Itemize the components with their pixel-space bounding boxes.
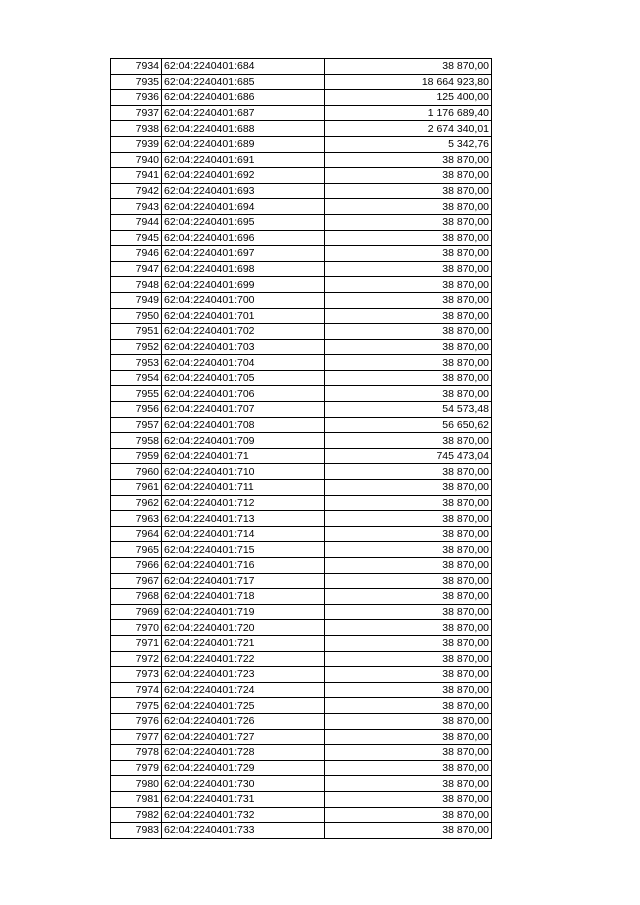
table-row: [111, 480, 492, 496]
row-number-cell: 7974: [111, 682, 162, 698]
row-number-cell: 7981: [111, 791, 162, 807]
table-row: [111, 511, 492, 527]
cadastral-value-cell: 38 870,00: [325, 589, 492, 605]
table-row: [111, 776, 492, 792]
row-number-cell: 7943: [111, 199, 162, 215]
cadastral-value-cell: 38 870,00: [325, 199, 492, 215]
row-number-cell: 7947: [111, 261, 162, 277]
row-number-cell: 7948: [111, 277, 162, 293]
row-number-cell: 7951: [111, 324, 162, 340]
cadastral-number-cell: 62:04:2240401:718: [162, 589, 325, 605]
cadastral-value-cell: 38 870,00: [325, 558, 492, 574]
cadastral-number-cell: 62:04:2240401:696: [162, 230, 325, 246]
cadastral-number-cell: 62:04:2240401:711: [162, 480, 325, 496]
cadastral-value-cell: 38 870,00: [325, 292, 492, 308]
cadastral-number-cell: 62:04:2240401:694: [162, 199, 325, 215]
cadastral-number-cell: 62:04:2240401:725: [162, 698, 325, 714]
table-row: [111, 589, 492, 605]
table-row: [111, 308, 492, 324]
row-number-cell: 7957: [111, 417, 162, 433]
table-row: [111, 620, 492, 636]
cadastral-number-cell: 62:04:2240401:689: [162, 136, 325, 152]
cadastral-number-cell: 62:04:2240401:688: [162, 121, 325, 137]
cadastral-value-cell: 125 400,00: [325, 90, 492, 106]
table-row: [111, 168, 492, 184]
cadastral-value-cell: 38 870,00: [325, 183, 492, 199]
row-number-cell: 7955: [111, 386, 162, 402]
cadastral-number-cell: 62:04:2240401:723: [162, 667, 325, 683]
row-number-cell: 7954: [111, 370, 162, 386]
cadastral-value-cell: 38 870,00: [325, 464, 492, 480]
table-row: [111, 682, 492, 698]
table-row: [111, 542, 492, 558]
cadastral-number-cell: 62:04:2240401:697: [162, 246, 325, 262]
cadastral-number-cell: 62:04:2240401:710: [162, 464, 325, 480]
row-number-cell: 7966: [111, 558, 162, 574]
cadastral-value-cell: 38 870,00: [325, 791, 492, 807]
row-number-cell: 7939: [111, 136, 162, 152]
row-number-cell: 7982: [111, 807, 162, 823]
row-number-cell: 7941: [111, 168, 162, 184]
table-row: [111, 635, 492, 651]
row-number-cell: 7962: [111, 495, 162, 511]
cadastral-number-cell: 62:04:2240401:691: [162, 152, 325, 168]
table-row: [111, 324, 492, 340]
cadastral-number-cell: 62:04:2240401:728: [162, 745, 325, 761]
cadastral-value-cell: 38 870,00: [325, 339, 492, 355]
table-row: [111, 464, 492, 480]
cadastral-number-cell: 62:04:2240401:729: [162, 760, 325, 776]
row-number-cell: 7973: [111, 667, 162, 683]
table-row: [111, 698, 492, 714]
cadastral-number-cell: 62:04:2240401:701: [162, 308, 325, 324]
row-number-cell: 7980: [111, 776, 162, 792]
cadastral-value-cell: 38 870,00: [325, 433, 492, 449]
table-row: [111, 90, 492, 106]
cadastral-number-cell: 62:04:2240401:717: [162, 573, 325, 589]
cadastral-value-cell: 38 870,00: [325, 604, 492, 620]
table-row: [111, 745, 492, 761]
table-row: [111, 651, 492, 667]
cadastral-number-cell: 62:04:2240401:699: [162, 277, 325, 293]
cadastral-value-cell: 38 870,00: [325, 542, 492, 558]
table-row: [111, 292, 492, 308]
cadastral-number-cell: 62:04:2240401:714: [162, 526, 325, 542]
table-row: [111, 355, 492, 371]
row-number-cell: 7979: [111, 760, 162, 776]
table-row: [111, 105, 492, 121]
row-number-cell: 7946: [111, 246, 162, 262]
cadastral-value-cell: 38 870,00: [325, 246, 492, 262]
row-number-cell: 7959: [111, 448, 162, 464]
cadastral-number-cell: 62:04:2240401:706: [162, 386, 325, 402]
table-row: [111, 59, 492, 75]
cadastral-value-cell: 38 870,00: [325, 152, 492, 168]
cadastral-number-cell: 62:04:2240401:685: [162, 74, 325, 90]
row-number-cell: 7972: [111, 651, 162, 667]
row-number-cell: 7945: [111, 230, 162, 246]
cadastral-value-cell: 38 870,00: [325, 776, 492, 792]
row-number-cell: 7936: [111, 90, 162, 106]
table-row: [111, 199, 492, 215]
cadastral-number-cell: 62:04:2240401:713: [162, 511, 325, 527]
table-row: [111, 667, 492, 683]
cadastral-value-cell: 38 870,00: [325, 760, 492, 776]
table-row: [111, 448, 492, 464]
row-number-cell: 7935: [111, 74, 162, 90]
table-row: [111, 183, 492, 199]
table-row: [111, 152, 492, 168]
cadastral-number-cell: 62:04:2240401:707: [162, 402, 325, 418]
cadastral-number-cell: 62:04:2240401:731: [162, 791, 325, 807]
cadastral-value-cell: 38 870,00: [325, 526, 492, 542]
cadastral-value-cell: 38 870,00: [325, 324, 492, 340]
cadastral-number-cell: 62:04:2240401:684: [162, 59, 325, 75]
cadastral-value-cell: 38 870,00: [325, 635, 492, 651]
cadastral-value-cell: 38 870,00: [325, 230, 492, 246]
cadastral-value-cell: 38 870,00: [325, 355, 492, 371]
cadastral-value-cell: 38 870,00: [325, 495, 492, 511]
cadastral-value-cell: 38 870,00: [325, 807, 492, 823]
cadastral-value-cell: 1 176 689,40: [325, 105, 492, 121]
row-number-cell: 7978: [111, 745, 162, 761]
row-number-cell: 7956: [111, 402, 162, 418]
row-number-cell: 7965: [111, 542, 162, 558]
cadastral-number-cell: 62:04:2240401:709: [162, 433, 325, 449]
cadastral-value-cell: 38 870,00: [325, 370, 492, 386]
row-number-cell: 7942: [111, 183, 162, 199]
cadastral-number-cell: 62:04:2240401:692: [162, 168, 325, 184]
row-number-cell: 7958: [111, 433, 162, 449]
cadastral-value-cell: 38 870,00: [325, 667, 492, 683]
table-row: [111, 558, 492, 574]
table-row: [111, 760, 492, 776]
row-number-cell: 7960: [111, 464, 162, 480]
table-row: [111, 246, 492, 262]
table-row: [111, 136, 492, 152]
table-row: [111, 823, 492, 839]
row-number-cell: 7944: [111, 214, 162, 230]
cadastral-number-cell: 62:04:2240401:700: [162, 292, 325, 308]
row-number-cell: 7969: [111, 604, 162, 620]
cadastral-value-cell: 38 870,00: [325, 480, 492, 496]
cadastral-number-cell: 62:04:2240401:719: [162, 604, 325, 620]
table-row: [111, 121, 492, 137]
row-number-cell: 7975: [111, 698, 162, 714]
cadastral-number-cell: 62:04:2240401:724: [162, 682, 325, 698]
row-number-cell: 7976: [111, 713, 162, 729]
cadastral-number-cell: 62:04:2240401:703: [162, 339, 325, 355]
cadastral-number-cell: 62:04:2240401:704: [162, 355, 325, 371]
table-row: [111, 402, 492, 418]
cadastral-number-cell: 62:04:2240401:708: [162, 417, 325, 433]
row-number-cell: 7953: [111, 355, 162, 371]
cadastral-number-cell: 62:04:2240401:686: [162, 90, 325, 106]
cadastral-number-cell: 62:04:2240401:733: [162, 823, 325, 839]
row-number-cell: 7970: [111, 620, 162, 636]
cadastral-number-cell: 62:04:2240401:726: [162, 713, 325, 729]
cadastral-value-cell: 56 650,62: [325, 417, 492, 433]
table-row: [111, 729, 492, 745]
cadastral-value-cell: 38 870,00: [325, 745, 492, 761]
row-number-cell: 7961: [111, 480, 162, 496]
cadastral-value-cell: 38 870,00: [325, 573, 492, 589]
row-number-cell: 7968: [111, 589, 162, 605]
cadastral-number-cell: 62:04:2240401:71: [162, 448, 325, 464]
cadastral-value-cell: 38 870,00: [325, 214, 492, 230]
row-number-cell: 7977: [111, 729, 162, 745]
cadastral-number-cell: 62:04:2240401:687: [162, 105, 325, 121]
table-row: [111, 230, 492, 246]
row-number-cell: 7971: [111, 635, 162, 651]
cadastral-value-cell: 38 870,00: [325, 823, 492, 839]
row-number-cell: 7952: [111, 339, 162, 355]
cadastral-value-cell: 745 473,04: [325, 448, 492, 464]
table-row: [111, 807, 492, 823]
row-number-cell: 7967: [111, 573, 162, 589]
row-number-cell: 7964: [111, 526, 162, 542]
cadastral-value-cell: 38 870,00: [325, 308, 492, 324]
cadastral-number-cell: 62:04:2240401:705: [162, 370, 325, 386]
row-number-cell: 7938: [111, 121, 162, 137]
cadastral-number-cell: 62:04:2240401:698: [162, 261, 325, 277]
cadastral-value-cell: 38 870,00: [325, 713, 492, 729]
cadastral-number-cell: 62:04:2240401:722: [162, 651, 325, 667]
cadastral-number-cell: 62:04:2240401:727: [162, 729, 325, 745]
cadastral-value-cell: 38 870,00: [325, 168, 492, 184]
cadastral-number-cell: 62:04:2240401:730: [162, 776, 325, 792]
cadastral-value-cell: 54 573,48: [325, 402, 492, 418]
row-number-cell: 7983: [111, 823, 162, 839]
cadastral-number-cell: 62:04:2240401:732: [162, 807, 325, 823]
cadastral-value-cell: 38 870,00: [325, 511, 492, 527]
cadastral-value-cell: 38 870,00: [325, 698, 492, 714]
cadastral-number-cell: 62:04:2240401:712: [162, 495, 325, 511]
cadastral-value-cell: 38 870,00: [325, 386, 492, 402]
row-number-cell: 7963: [111, 511, 162, 527]
table-row: [111, 433, 492, 449]
cadastral-value-cell: 38 870,00: [325, 651, 492, 667]
row-number-cell: 7937: [111, 105, 162, 121]
table-row: [111, 791, 492, 807]
cadastral-number-cell: 62:04:2240401:702: [162, 324, 325, 340]
cadastral-number-cell: 62:04:2240401:721: [162, 635, 325, 651]
cadastral-number-cell: 62:04:2240401:695: [162, 214, 325, 230]
table-row: [111, 214, 492, 230]
cadastral-value-cell: 38 870,00: [325, 620, 492, 636]
cadastral-value-cell: 5 342,76: [325, 136, 492, 152]
table-row: [111, 573, 492, 589]
table-row: [111, 713, 492, 729]
cadastral-number-cell: 62:04:2240401:693: [162, 183, 325, 199]
table-row: [111, 526, 492, 542]
table-row: [111, 495, 492, 511]
table-body: [111, 59, 492, 839]
row-number-cell: 7940: [111, 152, 162, 168]
row-number-cell: 7934: [111, 59, 162, 75]
cadastral-value-table: [110, 58, 492, 839]
cadastral-number-cell: 62:04:2240401:716: [162, 558, 325, 574]
table-row: [111, 261, 492, 277]
cadastral-value-cell: 38 870,00: [325, 59, 492, 75]
table-row: [111, 604, 492, 620]
row-number-cell: 7950: [111, 308, 162, 324]
cadastral-value-cell: 38 870,00: [325, 277, 492, 293]
cadastral-value-cell: 38 870,00: [325, 261, 492, 277]
cadastral-value-cell: 18 664 923,80: [325, 74, 492, 90]
table-row: [111, 277, 492, 293]
table-row: [111, 417, 492, 433]
cadastral-number-cell: 62:04:2240401:720: [162, 620, 325, 636]
cadastral-value-cell: 2 674 340,01: [325, 121, 492, 137]
table-row: [111, 386, 492, 402]
cadastral-value-cell: 38 870,00: [325, 729, 492, 745]
table-row: [111, 339, 492, 355]
cadastral-number-cell: 62:04:2240401:715: [162, 542, 325, 558]
table-row: [111, 74, 492, 90]
cadastral-value-cell: 38 870,00: [325, 682, 492, 698]
row-number-cell: 7949: [111, 292, 162, 308]
table-row: [111, 370, 492, 386]
